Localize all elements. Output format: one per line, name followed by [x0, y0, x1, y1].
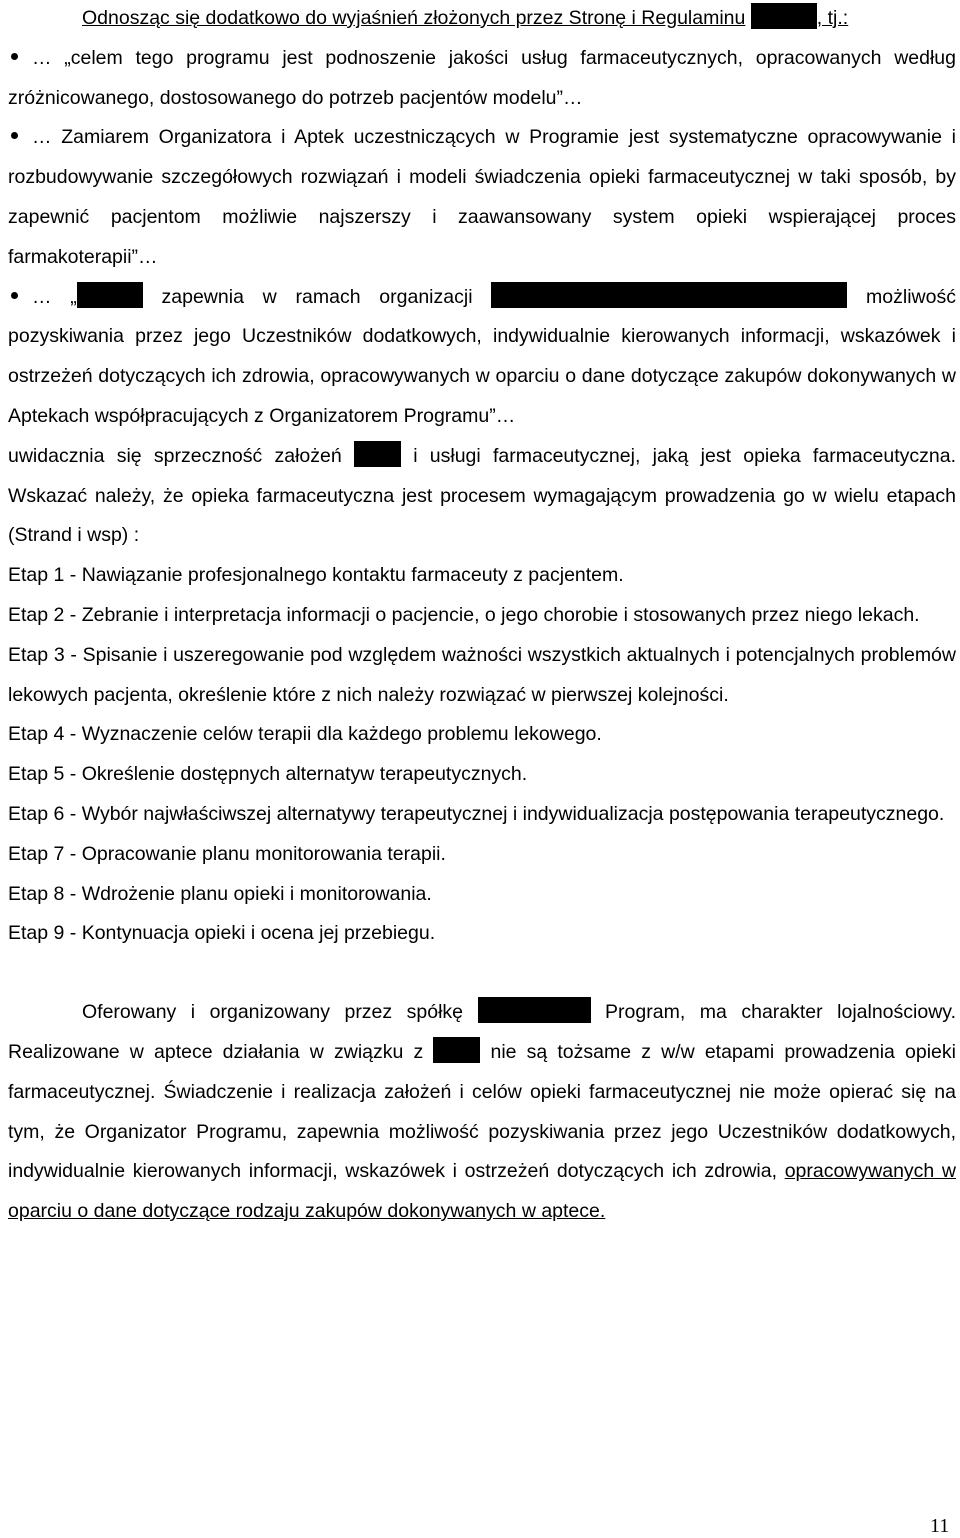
closing-paragraph [8, 993, 956, 1232]
document-page [8, 0, 956, 1232]
stage-item: Etap 2 - Zebranie i interpretacja informacji o pacjencie, o jego chorobie i stosowanych przez niego lekach. [8, 603, 920, 626]
redaction-block [77, 282, 143, 308]
intro-paragraph [8, 0, 956, 39]
stage-item: Etap 9 - Kontynuacja opieki i ocena jej przebiegu. [8, 922, 436, 945]
stage-item: Etap 1 - Nawiązanie profesjonalnego kontaktu farmaceuty z pacjentem. [8, 564, 624, 587]
intro-text: Odnosząc się dodatkowo do wyjaśnień złożonych przez Stronę i Regulaminu [82, 7, 746, 29]
contrast-paragraph [8, 437, 956, 556]
bullet-icon [11, 132, 18, 139]
contrast-text: uwidacznia się sprzeczność założeń [8, 444, 354, 467]
stage-item: Etap 5 - Określenie dostępnych alternatyw terapeutycznych. [8, 763, 528, 786]
closing-underlined: opracowywanych w oparciu o dane dotyczące rodzaju zakupów dokonywanych w aptece. [8, 1160, 957, 1223]
redaction-block [478, 997, 591, 1023]
stage-item: Etap 4 - Wyznaczenie celów terapii dla każdego problemu lekowego. [8, 723, 602, 746]
bullet-text: … „celem tego programu jest podnoszenie jakości usług farmaceutycznych, opracowanych według zróżnicowanego, dostosowanego do potrzeb pacjentów modelu”… [8, 46, 956, 109]
redaction-block [491, 282, 847, 308]
bullet-icon [11, 292, 18, 299]
intro-tail: , tj.: [816, 7, 849, 29]
redaction-block [751, 3, 817, 29]
bullet-item [8, 39, 956, 119]
bullet-item [8, 278, 956, 437]
closing-text-3: nie są tożsame z w/w etapami prowadzenia opieki farmaceutycznej. Świadczenie i realizacja założeń i celów opieki farmaceutycznej nie może opierać się na tym, że Organizator Programu, zapewnia możliwość pozyskiwania przez jego Uczestników dodatkowych, indywidualnie kierowanych informacji, wskazówek i ostrzeżeń dotyczących ich zdrowia, [8, 1040, 956, 1183]
bullet-suffix: możliwość pozyskiwania przez jego Uczestników dodatkowych, indywidualnie kierowanych informacji, wskazówek i ostrzeżeń dotyczących ich zdrowia, opracowywanych w oparciu o dane dotyczące zakupów dokonywanych w Aptekach współpracujących z Organizatorem Programu”… [8, 285, 956, 427]
redaction-block [433, 1037, 480, 1063]
stage-item: Etap 8 - Wdrożenie planu opieki i monitorowania. [8, 882, 432, 905]
redaction-block [354, 441, 401, 467]
bullet-mid: zapewnia w ramach organizacji [142, 285, 492, 308]
stage-item: Etap 7 - Opracowanie planu monitorowania terapii. [8, 842, 446, 865]
bullet-prefix: … „ [32, 285, 77, 308]
bullet-icon [11, 53, 18, 60]
bullet-text: … Zamiarem Organizatora i Aptek uczestniczących w Programie jest systematyczne opracowywanie i rozbudowywanie szczegółowych rozwiązań i modeli świadczenia opieki farmaceutycznej w taki sposób, by zapewnić pacjentom możliwie najszerszy i zaawansowany system opieki wspierającej proces farmakoterapii”… [8, 126, 956, 268]
closing-text-2: Program, ma charakter lojalnościowy. Realizowane w aptece działania w związku z [8, 1001, 956, 1063]
page-number: 11 [930, 1515, 950, 1537]
closing-text-1: Oferowany i organizowany przez spółkę [82, 1001, 478, 1024]
contrast-tail: i usługi farmaceutycznej, jaką jest opieka farmaceutyczna. Wskazać należy, że opieka farmaceutyczna jest procesem wymagającym prowadzenia go w wielu etapach (Strand i wsp) : [8, 444, 956, 547]
stage-item: Etap 6 - Wybór najwłaściwszej alternatywy terapeutycznej i indywidualizacja postępowania terapeutycznego. [8, 802, 945, 825]
stage-item: Etap 3 - Spisanie i uszeregowanie pod względem ważności wszystkich aktualnych i potencjalnych problemów lekowych pacjenta, określenie które z nich należy rozwiązać w pierwszej kolejności. [8, 643, 956, 706]
bullet-item [8, 118, 956, 277]
